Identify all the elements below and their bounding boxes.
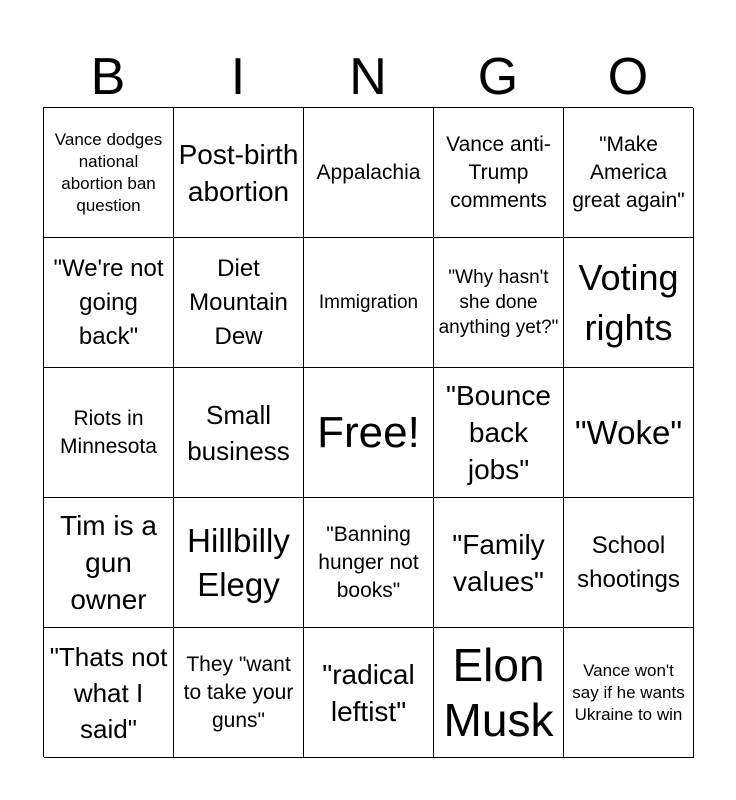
bingo-cell[interactable] xyxy=(44,238,174,368)
bingo-cell[interactable] xyxy=(174,498,304,628)
cell-text: Elon Musk xyxy=(443,638,554,746)
free-space[interactable] xyxy=(304,368,434,498)
bingo-cell[interactable] xyxy=(174,238,304,368)
bingo-cell[interactable] xyxy=(304,108,434,238)
cell-text: Tim is a gun owner xyxy=(60,510,157,615)
bingo-cell[interactable] xyxy=(44,368,174,498)
bingo-cell[interactable] xyxy=(434,498,564,628)
cell-text: "Banning hunger not books" xyxy=(318,522,419,602)
cell-text: "Bounce back jobs" xyxy=(446,380,551,485)
cell-text: Small business xyxy=(187,399,290,466)
cell-text: "Why hasn't she done anything yet?" xyxy=(438,267,559,338)
cell-text: "Thats not what I said" xyxy=(49,641,168,744)
cell-text: "Make America great again" xyxy=(572,132,685,212)
bingo-cell[interactable] xyxy=(304,498,434,628)
cell-text: Vance won't say if he wants Ukraine to win xyxy=(572,660,685,724)
cell-text: Immigration xyxy=(318,292,419,313)
bingo-cell[interactable] xyxy=(434,628,564,758)
cell-text: Free! xyxy=(317,407,420,457)
bingo-cell[interactable] xyxy=(174,108,304,238)
bingo-cell[interactable] xyxy=(564,628,694,758)
bingo-cell[interactable] xyxy=(44,108,174,238)
header-letter-n: N xyxy=(349,48,387,106)
header-letter-i: I xyxy=(230,48,246,106)
bingo-cell[interactable] xyxy=(304,238,434,368)
bingo-cell[interactable] xyxy=(44,628,174,758)
bingo-cell[interactable] xyxy=(174,628,304,758)
cell-text: Vance dodges national abortion ban question xyxy=(54,129,163,215)
header-letter-b: B xyxy=(90,48,126,106)
cell-text: Riots in Minnesota xyxy=(60,406,157,458)
cell-text: Hillbilly Elegy xyxy=(187,521,290,603)
bingo-cell[interactable] xyxy=(44,498,174,628)
cell-text: Diet Mountain Dew xyxy=(189,254,288,350)
bingo-cell[interactable] xyxy=(434,368,564,498)
bingo-cell[interactable] xyxy=(304,628,434,758)
bingo-cell[interactable] xyxy=(564,108,694,238)
bingo-cell[interactable] xyxy=(434,108,564,238)
cell-text: "Family values" xyxy=(452,528,545,597)
cell-text: Post-birth abortion xyxy=(178,138,299,207)
bingo-cell[interactable] xyxy=(564,368,694,498)
cell-text: School shootings xyxy=(577,531,680,593)
cell-text: "We're not going back" xyxy=(53,254,164,350)
bingo-cell[interactable] xyxy=(174,368,304,498)
bingo-cell[interactable] xyxy=(434,238,564,368)
header-letter-g: G xyxy=(477,48,519,106)
bingo-cell[interactable] xyxy=(564,238,694,368)
cell-text: "Woke" xyxy=(574,413,683,451)
header-letter-o: O xyxy=(607,48,649,106)
cell-text: "radical leftist" xyxy=(322,658,415,727)
bingo-board xyxy=(43,107,693,757)
bingo-header xyxy=(43,46,693,108)
cell-text: Voting rights xyxy=(578,256,679,348)
bingo-cell[interactable] xyxy=(564,498,694,628)
cell-text: They "want to take your guns" xyxy=(183,652,294,732)
cell-text: Vance anti-Trump comments xyxy=(446,132,551,212)
cell-text: Appalachia xyxy=(316,160,421,184)
